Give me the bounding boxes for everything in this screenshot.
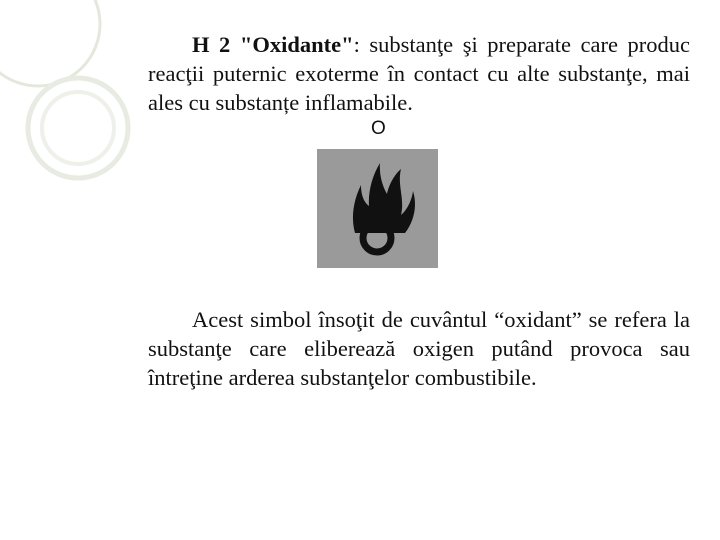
hazard-code: H 2 "Oxidante" [192,32,354,57]
flame-over-circle-icon [317,149,438,268]
hazard-definition [148,30,690,117]
hazard-definition-text: : substanţe şi preparate care produc reacţii puternic exoterme în contact cu alte substanţe, mai ales cu substanțe inflamabile. [148,32,690,115]
decorative-circles [0,0,140,200]
symbol-letter: O [371,118,386,139]
oxidant-symbol [317,149,438,268]
symbol-description-text: Acest simbol însoţit de cuvântul “oxidant” se refera la substanţe care eliberează oxigen putând provoca sau întreţine arderea substanţelor combustibile. [148,307,690,390]
symbol-description [148,305,690,392]
